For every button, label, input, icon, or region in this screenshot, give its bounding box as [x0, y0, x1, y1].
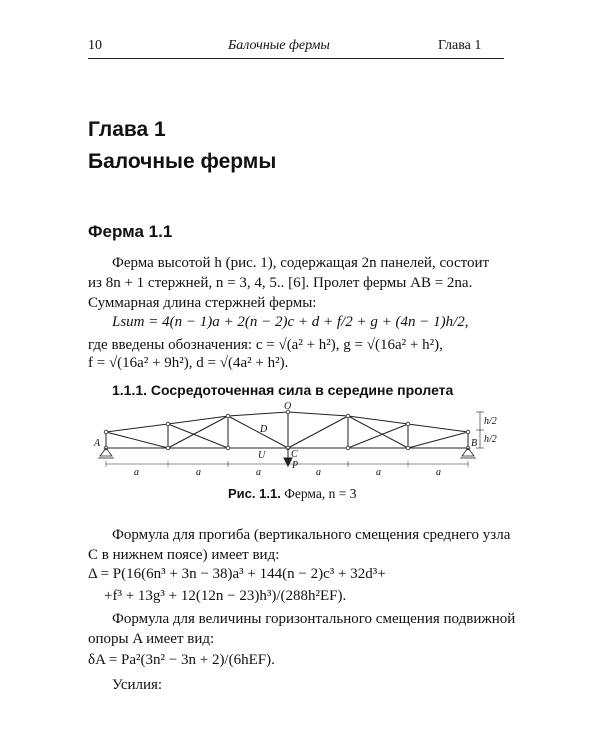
- notation-line1: где введены обозначения: c = √(a² + h²), g = √(16a² + h²),: [88, 337, 443, 353]
- label-b: B: [471, 438, 478, 449]
- panel-label: a: [376, 467, 381, 478]
- formula-lsum: Lsum = 4(n − 1)a + 2(n − 2)c + d + f/2 + g + (4n − 1)h/2,: [112, 314, 469, 330]
- truss-figure: [88, 400, 508, 480]
- figure-caption: [228, 486, 356, 502]
- para2-line2: C в нижнем поясе) имеет вид:: [88, 547, 280, 563]
- para3-line2: опоры A имеет вид:: [88, 631, 215, 647]
- para1-line2: из 8n + 1 стержней, n = 3, 4, 5.. [6]. Пролет фермы AB = 2na.: [88, 275, 473, 291]
- label-d: D: [260, 424, 268, 435]
- delta-line2: +f³ + 13g³ + 12(12n − 23)h³)/(288h²EF).: [104, 588, 347, 604]
- forces-label: Усилия:: [112, 677, 163, 693]
- height-dimension: [476, 412, 484, 448]
- chapter-ref: Глава 1: [438, 38, 482, 53]
- panel-label: a: [256, 467, 261, 478]
- running-title: Балочные фермы: [228, 38, 330, 53]
- caption-text: Ферма, n = 3: [284, 486, 357, 501]
- header-rule: [88, 58, 504, 59]
- panel-label: a: [436, 467, 441, 478]
- label-c: C: [291, 449, 298, 460]
- subsection-title: 1.1.1. Сосредоточенная сила в середине пролета: [112, 382, 454, 398]
- truss-nodes: [104, 410, 470, 450]
- label-h-half-bottom: h/2: [484, 434, 497, 445]
- panel-label: a: [316, 467, 321, 478]
- notation-line2: f = √(16a² + 9h²), d = √(4a² + h²).: [88, 355, 289, 371]
- para2-line1: Формула для прогиба (вертикального смещения среднего узла: [112, 527, 511, 543]
- label-p: P: [292, 460, 299, 471]
- para1-line3: Суммарная длина стержней фермы:: [88, 295, 317, 311]
- label-h-half-top: h/2: [484, 416, 497, 427]
- panel-label: a: [134, 467, 139, 478]
- para3-line1: Формула для величины горизонтального смещения подвижной: [112, 611, 516, 627]
- label-a: A: [94, 438, 101, 449]
- chapter-title: Балочные фермы: [88, 150, 277, 173]
- formula-delta-a: δA = Pa²(3n² − 3n + 2)/(6hEF).: [88, 652, 275, 668]
- label-u: U: [258, 450, 266, 461]
- panel-label: a: [196, 467, 201, 478]
- page-number: 10: [88, 38, 102, 53]
- caption-label: Рис. 1.1.: [228, 486, 281, 501]
- chapter-label: Глава 1: [88, 118, 166, 141]
- truss-members: [106, 412, 468, 448]
- section-title: Ферма 1.1: [88, 222, 173, 241]
- label-o: O: [284, 401, 292, 412]
- para1-line1: Ферма высотой h (рис. 1), содержащая 2n панелей, состоит: [112, 255, 490, 271]
- delta-line1: Δ = P(16(6n³ + 3n − 38)a³ + 144(n − 2)c³ + 32d³+: [88, 566, 386, 582]
